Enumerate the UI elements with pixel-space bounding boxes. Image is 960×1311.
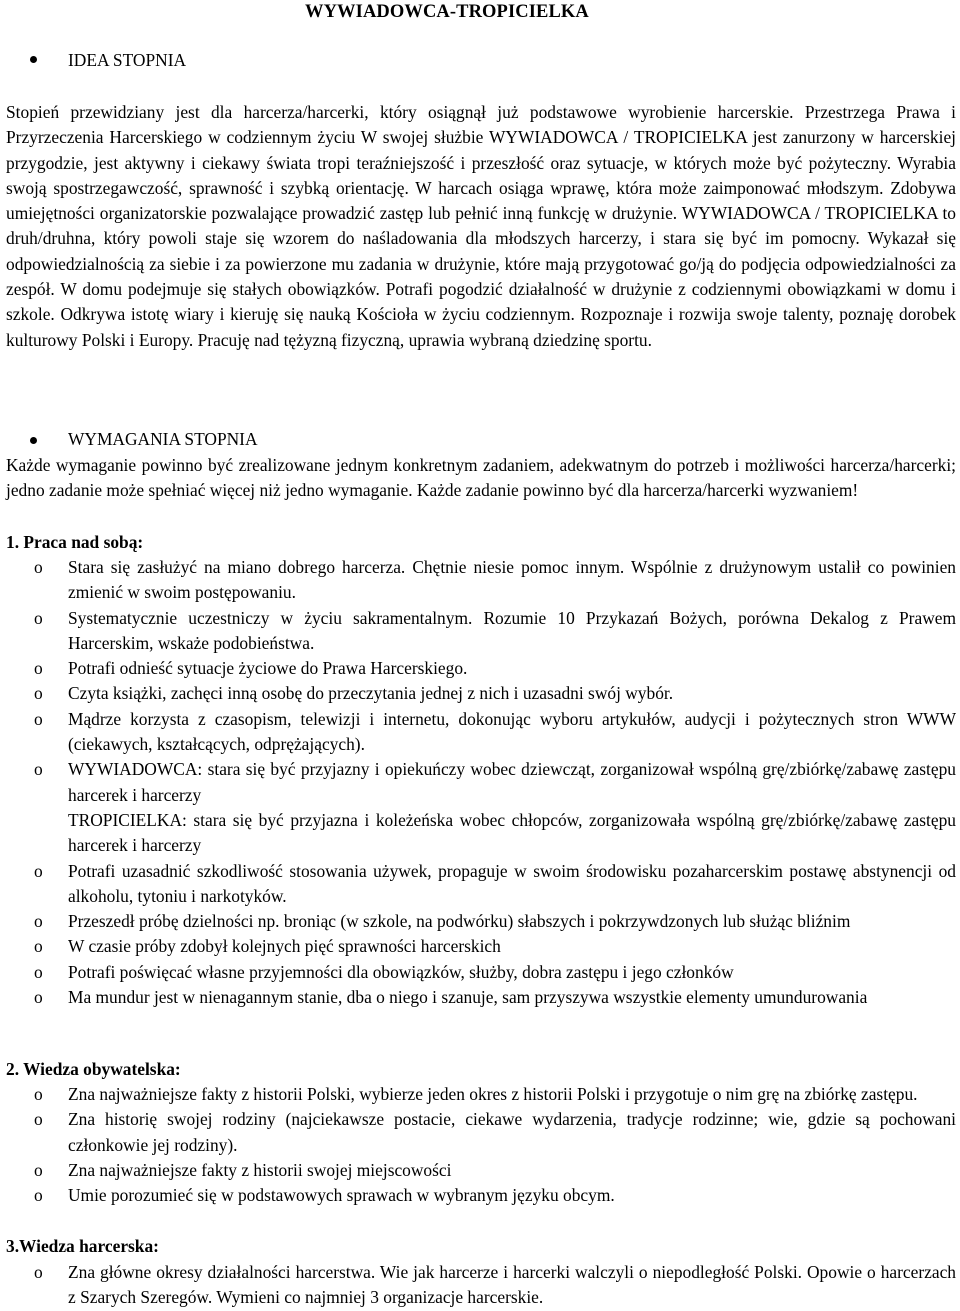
section-heading-2: 2. Wiedza obywatelska: xyxy=(6,1059,181,1079)
list-marker-icon: o xyxy=(34,683,43,704)
list-item: o Umie porozumieć się w podstawowych sprawach w wybranym języku obcym. xyxy=(6,1183,956,1208)
list-marker-icon: o xyxy=(34,1159,43,1180)
list-item-continuation: TROPICIELKA: stara się być przyjazna i koleżeńska wobec chłopców, zorganizowała wspólną grę/zbiórkę/zabawę zastępu harcerek i harcerzy xyxy=(68,809,956,856)
list-item: o Systematycznie uczestniczy w życiu sakramentalnym. Rozumie 10 Przykazań Bożych, porówna Dekalog z Prawem Harcerskim, wskaże podobieństwa. xyxy=(34,607,956,653)
intro-paragraph: Stopień przewidziany jest dla harcerza/harcerki, który osiągnął już podstawowe wyrobienie harcerskie. Przestrzega Prawa i Przyrzeczenia Harcerskiego w codziennym życiu W swojej służbie WYWIADOWCA / TROPICIELKA jest zanurzony w harcerskiej przygodzie, jest aktywny i ciekawy świata tropi teraźniejszość i przeszłość oraz sytuacje, w których może być pożyteczny. Wyrabia swoją spostrzegawczość, sprawność i szybką orientację. W harcach osiąga wprawę, która może zaimponować młodszym. Zdobywa umiejętności organizatorskie pozwalające prowadzić zastęp lub pełnić inną funkcję w drużynie. WYWIADOWCA / TROPICIELKA to druh/druhna, który powoli staje się wzorem do naśladowania dla młodszych harcerzy, i stara się być im pomocny. Wykazał się odpowiedzialnością za siebie i za powierzone mu zadania w drużynie, które mają przygotować go/ją do podjęcia odpowiedzialności za zespół. W domu podejmuje się stałych obowiązków. Potrafi pogodzić działalność w drużynie z codziennymi obowiązkami w domu i szkole. Odkrywa istotę wiary i kieruję się nauką Kościoła w życiu codziennym. Rozpoznaje i rozwija swoje talenty, poznaję dorobek kulturowy Polski i Europy. Pracuję nad tężyzną fizyczną, uprawia wybraną dziedzinę sportu. xyxy=(6,102,956,350)
list-item: o Stara się zasłużyć na miano dobrego harcerza. Chętnie niesie pomoc innym. Wspólnie z drużynowym ustalił co powinien zmienić w swoim postępowaniu. xyxy=(34,557,956,603)
list-marker-icon: o xyxy=(34,1262,43,1282)
list-marker-icon: o xyxy=(34,987,43,1008)
document-title: WYWIADOWCA-TROPICIELKA xyxy=(305,2,589,22)
list-marker-icon: o xyxy=(34,759,43,780)
requirements-intro: Każde wymaganie powinno być zrealizowane jednym konkretnym zadaniem, adekwatnym do potrzeb i możliwości harcerza/harcerki; jedno zadanie może spełniać więcej niż jedno wymaganie. Każde zadanie powinno być dla harcerza/harcerki wyzwaniem! xyxy=(6,455,956,501)
list-item: o Potrafi poświęcać własne przyjemności dla obowiązków, służby, dobra zastępu i jego członków xyxy=(6,960,956,985)
bullet-icon xyxy=(30,437,37,444)
idea-heading: IDEA STOPNIA xyxy=(68,50,187,70)
section-2-list xyxy=(6,1082,956,1208)
section-heading-1: 1. Praca nad sobą: xyxy=(6,532,144,552)
section-3-list xyxy=(6,1260,956,1311)
list-item: o Zna najważniejsze fakty z historii Polski, wybierze jeden okres z historii Polski i przygotuje o nim grę na zbiórkę zastępu. xyxy=(6,1082,956,1107)
list-marker-icon: o xyxy=(34,708,43,729)
list-item: o Zna główne okresy działalności harcerstwa. Wie jak harcerze i harcerki walczyli o niepodległość Polski. Opowie o harcerzach z Szarych Szeregów. Wymieni co najmniej 3 organizacje harcerskie. xyxy=(34,1262,956,1308)
list-marker-icon: o xyxy=(34,1084,43,1104)
list-item: o Potrafi odnieść sytuacje życiowe do Prawa Harcerskiego. xyxy=(6,656,956,681)
list-marker-icon: o xyxy=(34,961,43,982)
list-item: o W czasie próby zdobył kolejnych pięć sprawności harcerskich xyxy=(6,934,956,959)
list-marker-icon: o xyxy=(34,1185,43,1206)
list-item: o WYWIADOWCA: stara się być przyjazny i opiekuńczy wobec dziewcząt, zorganizował wspólną grę/zbiórkę/zabawę zastępu harcerek i harcerzy xyxy=(34,759,956,805)
list-marker-icon: o xyxy=(34,607,43,628)
list-item: o Zna najważniejsze fakty z historii swojej miejscowości xyxy=(6,1158,956,1183)
list-marker-icon: o xyxy=(34,1109,43,1130)
list-item: o Czyta książki, zachęci inną osobę do przeczytania jednej z nich i uzasadni swój wybór. xyxy=(6,681,956,706)
list-item: o Przeszedł próbę dzielności np. broniąc (w szkole, na podwórku) słabszych i pokrzywdzonych lub służąc bliźnim xyxy=(6,909,956,934)
list-marker-icon: o xyxy=(34,557,43,577)
list-item: o Ma mundur jest w nienagannym stanie, dba o niego i szanuje, sam przyszywa wszystkie elementy umundurowania xyxy=(6,985,956,1010)
section-1-list xyxy=(6,555,956,1010)
bullet-icon xyxy=(30,56,37,63)
list-item: o Mądrze korzysta z czasopism, telewizji i internetu, dokonując wyboru artykułów, audycji i pożytecznych stron WWW (ciekawych, kształcących, odprężających). xyxy=(34,708,956,755)
list-marker-icon: o xyxy=(34,860,43,881)
list-item: o Potrafi uzasadnić szkodliwość stosowania używek, propaguje w swoim środowisku pozaharcerskim postawę abstynencji od alkoholu, tytoniu i narkotyków. xyxy=(34,860,956,906)
list-marker-icon: o xyxy=(34,911,43,932)
section-heading-3: 3.Wiedza harcerska: xyxy=(6,1236,159,1256)
list-marker-icon: o xyxy=(34,936,43,957)
list-marker-icon: o xyxy=(34,658,43,679)
list-item: o Zna historię swojej rodziny (najciekawsze postacie, ciekawe wydarzenia, tradycje rodzinne; wie, gdzie są pochowani członkowie jej rodziny). xyxy=(34,1109,956,1155)
requirements-heading: WYMAGANIA STOPNIA xyxy=(68,429,258,449)
